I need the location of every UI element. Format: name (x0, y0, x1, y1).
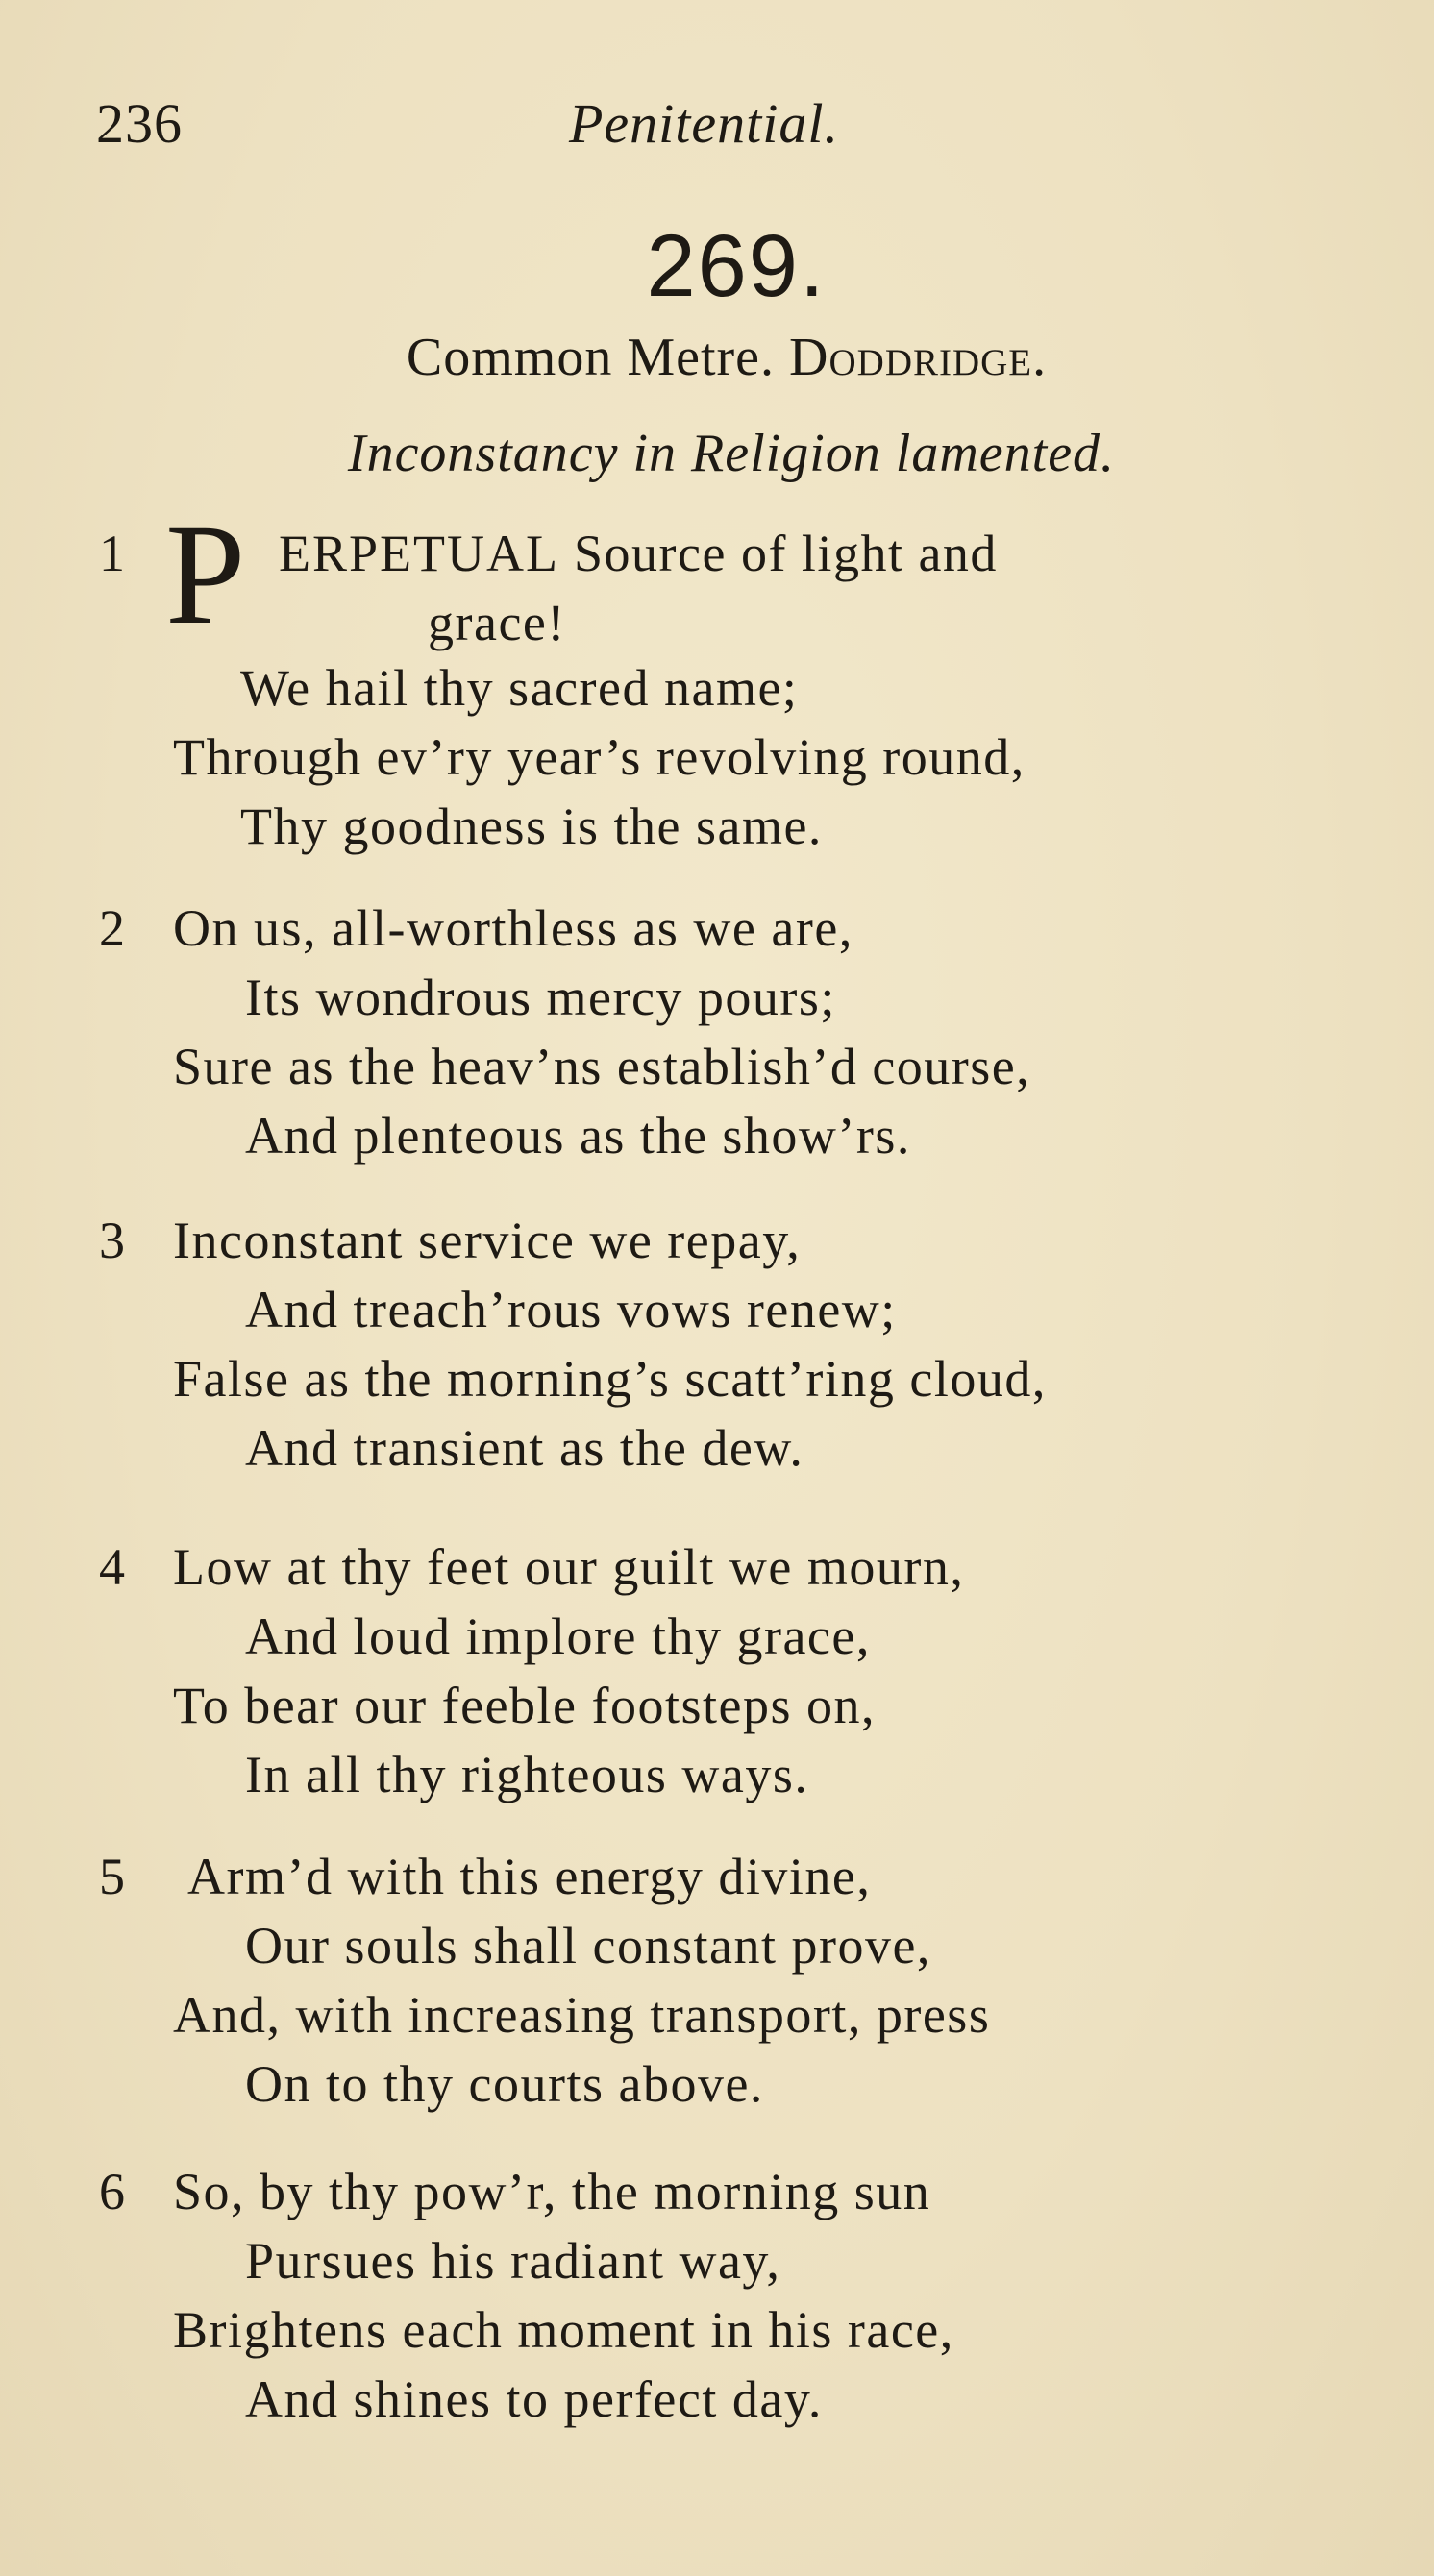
page-number: 236 (96, 92, 183, 155)
hymn-number: 269. (646, 217, 827, 315)
first-word-caps: ERPETUAL (279, 525, 559, 582)
verse-line: And, with increasing transport, press (173, 1986, 991, 2044)
verse-line: Thy goodness is the same. (240, 797, 823, 855)
first-line-tail: grace! (428, 594, 566, 651)
verse-line: Inconstant service we repay, (173, 1212, 802, 1269)
first-line-rest: Source of light and (574, 525, 998, 582)
verse-line: False as the morning’s scatt’ring cloud, (173, 1350, 1047, 1408)
verse-line: Our souls shall constant prove, (245, 1917, 931, 1975)
verse-line: Through ev’ry year’s revolving round, (173, 728, 1026, 786)
drop-cap: P (165, 495, 246, 654)
author: Doddridge. (789, 328, 1048, 387)
verse-line: Sure as the heav’ns establish’d course, (173, 1038, 1031, 1095)
verse-line: In all thy righteous ways. (245, 1746, 809, 1803)
verse-line: Pursues his radiant way, (245, 2232, 781, 2290)
verse-line: On to thy courts above. (245, 2055, 764, 2113)
verse-line: So, by thy pow’r, the morning sun (173, 2163, 931, 2220)
verse-line: To bear our feeble footsteps on, (173, 1677, 876, 1734)
stanza-number: 6 (99, 2163, 125, 2220)
stanza-number: 4 (99, 1538, 125, 1596)
hymn-subject: Inconstancy in Religion lamented. (347, 424, 1116, 483)
metre: Common Metre. (406, 328, 776, 387)
first-line (279, 524, 998, 583)
verse-line: On us, all-worthless as we are, (173, 899, 853, 957)
verse-line: And loud implore thy grace, (245, 1607, 871, 1665)
stanza-number: 1 (99, 525, 125, 582)
verse-line: And plenteous as the show’rs. (245, 1107, 911, 1165)
stanza-number: 2 (99, 899, 125, 957)
verse-line: Arm’d with this energy divine, (187, 1848, 872, 1905)
verse-line: Brightens each moment in his race, (173, 2301, 954, 2359)
verse-line: And treach’rous vows renew; (245, 1281, 897, 1338)
verse-line: And shines to perfect day. (245, 2370, 823, 2428)
verse-line: And transient as the dew. (245, 1419, 804, 1477)
verse-line: Low at thy feet our guilt we mourn, (173, 1538, 965, 1596)
stanza-number: 5 (99, 1848, 125, 1905)
verse-line: Its wondrous mercy pours; (245, 969, 836, 1026)
stanza-number: 3 (99, 1212, 125, 1269)
running-title: Penitential. (569, 92, 839, 155)
metre-line (0, 327, 1434, 388)
verse-line: We hail thy sacred name; (240, 659, 799, 717)
running-head (96, 91, 1365, 168)
